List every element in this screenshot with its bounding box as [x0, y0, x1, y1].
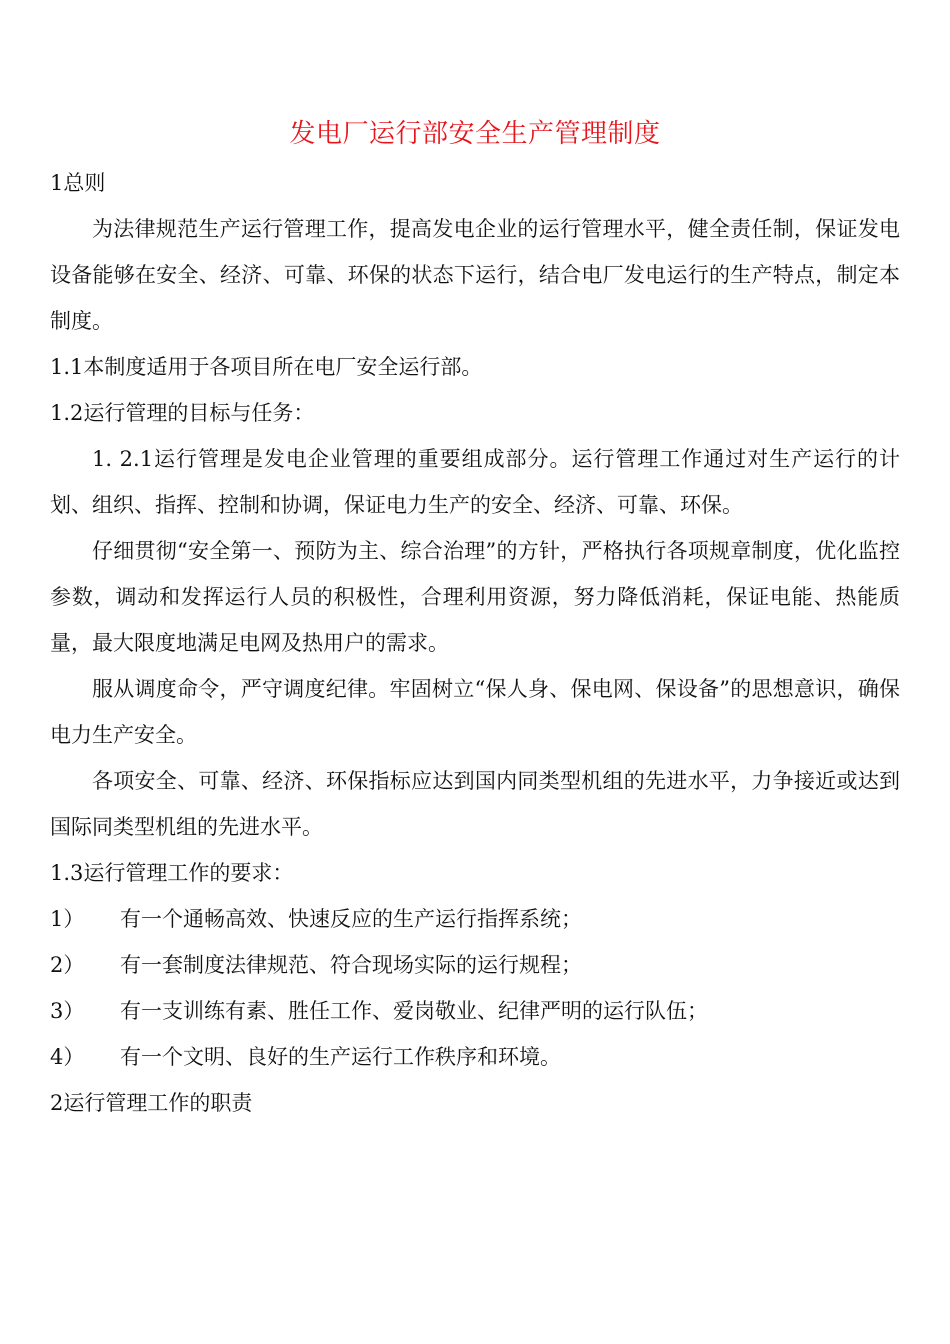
list-item-text: 有一个通畅高效、快速反应的生产运行指挥系统；	[120, 907, 582, 931]
list-item-text: 有一个文明、良好的生产运行工作秩序和环境。	[120, 1045, 561, 1069]
section-heading-general: 1总则	[50, 171, 106, 195]
list-item	[50, 1034, 900, 1080]
paragraph-intro: 为法律规范生产运行管理工作，提高发电企业的运行管理水平，健全责任制，保证发电设备能够在安全、经济、可靠、环保的状态下运行，结合电厂发电运行的生产特点，制定本制度。	[50, 217, 900, 333]
list-item-number: 4）	[50, 1045, 85, 1069]
list-item-number: 3）	[50, 999, 85, 1023]
list-item	[50, 942, 900, 988]
paragraph-indicators: 各项安全、可靠、经济、环保指标应达到国内同类型机组的先进水平，力争接近或达到国际同类型机组的先进水平。	[50, 769, 900, 839]
list-item-text: 有一套制度法律规范、符合现场实际的运行规程；	[120, 953, 582, 977]
section-heading-duties: 2运行管理工作的职责	[50, 1091, 253, 1115]
list-item-text: 有一支训练有素、胜任工作、爱岗敬业、纪律严明的运行队伍；	[120, 999, 708, 1023]
list-item	[50, 988, 900, 1034]
document-title: 发电厂运行部安全生产管理制度	[289, 119, 661, 149]
clause-1-2-1: 1. 2.1运行管理是发电企业管理的重要组成部分。运行管理工作通过对生产运行的计划、组织、指挥、控制和协调，保证电力生产的安全、经济、可靠、环保。	[50, 447, 900, 517]
list-item	[50, 896, 900, 942]
list-item-number: 1）	[50, 907, 85, 931]
paragraph-safety-policy: 仔细贯彻“安全第一、预防为主、综合治理”的方针，严格执行各项规章制度，优化监控参数，调动和发挥运行人员的积极性，合理利用资源，努力降低消耗，保证电能、热能质量，最大限度地满足电网及热用户的需求。	[50, 539, 900, 655]
paragraph-dispatch-discipline: 服从调度命令，严守调度纪律。牢固树立“保人身、保电网、保设备”的思想意识，确保电力生产安全。	[50, 677, 900, 747]
clause-1-2: 1.2运行管理的目标与任务：	[50, 401, 315, 425]
clause-1-3: 1.3运行管理工作的要求：	[50, 861, 294, 885]
clause-1-1: 1.1本制度适用于各项目所在电厂安全运行部。	[50, 355, 483, 379]
document-body	[50, 160, 900, 1126]
list-item-number: 2）	[50, 953, 85, 977]
